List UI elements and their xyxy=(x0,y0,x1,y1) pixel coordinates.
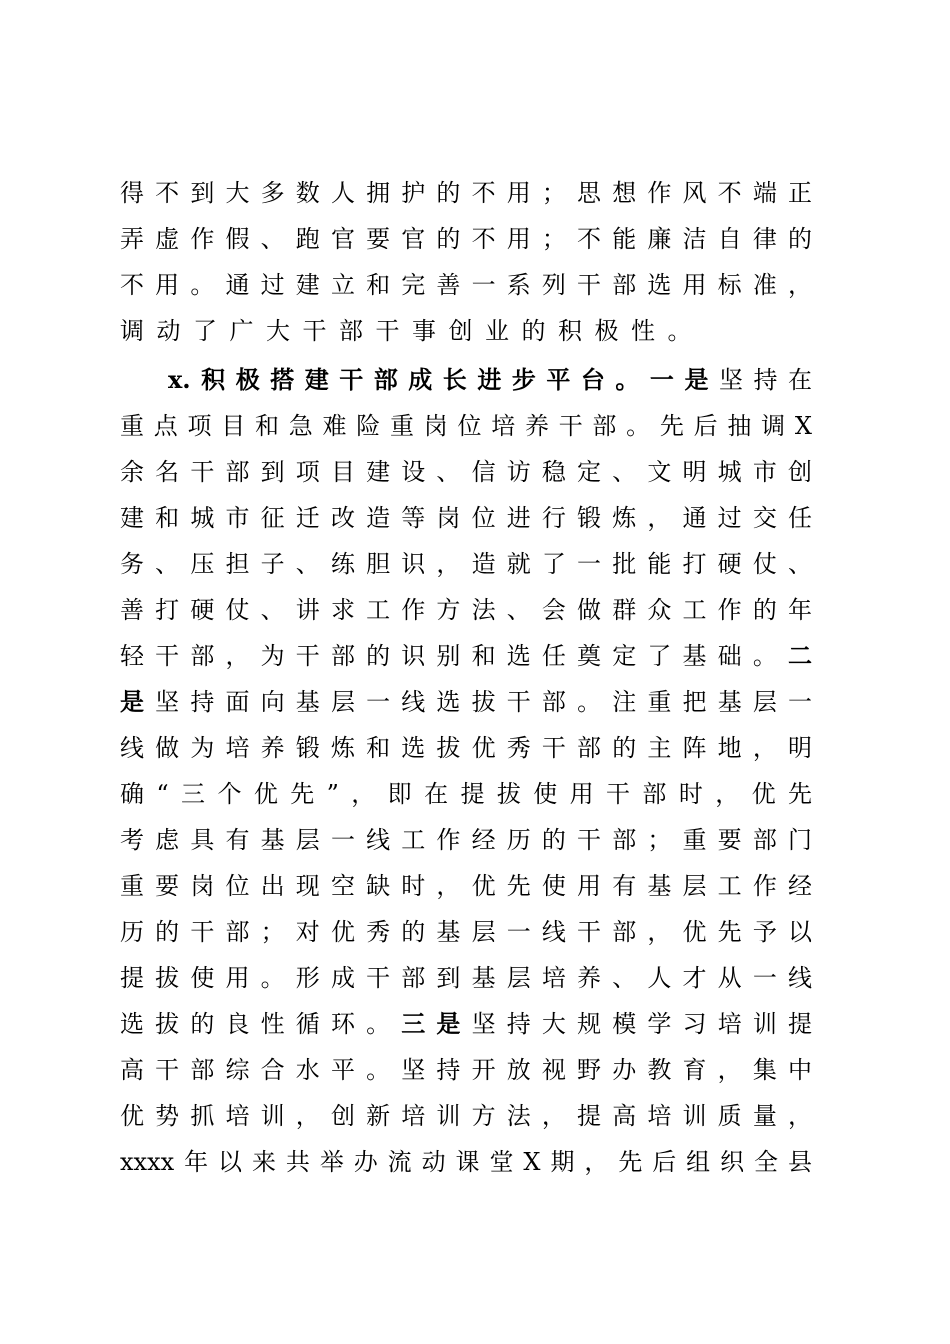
text-run: 高干部综合水平。坚持开放视野办教育，集中 xyxy=(120,1056,812,1084)
text-run: 提拔使用。形成干部到基层培养、人才从一线 xyxy=(120,964,812,992)
text-line xyxy=(120,1099,812,1133)
text-run: 得不到大多数人拥护的不用；思想作风不端正 xyxy=(120,179,812,207)
text-line xyxy=(120,777,812,811)
text-run: 重点项目和急难险重岗位培养干部。先后抽调X xyxy=(120,412,812,440)
text-run: 优势抓培训，创新培训方法，提高培训质量， xyxy=(120,1102,812,1130)
text-run: 重要岗位出现空缺时，优先使用有基层工作经 xyxy=(120,872,812,900)
bold-text: 二 xyxy=(788,641,812,670)
text-run: 线做为培养锻炼和选拔优秀干部的主阵地，明 xyxy=(120,734,812,762)
text-run: 坚持大规模学习培训提 xyxy=(471,1010,813,1038)
text-line xyxy=(120,547,812,581)
text-run: 不用。通过建立和完善一系列干部选用标准， xyxy=(120,271,812,299)
text-line xyxy=(120,915,812,949)
text-run: 坚持面向基层一线选拔干部。注重把基层一 xyxy=(155,688,813,716)
text-line xyxy=(120,685,812,719)
text-line xyxy=(120,869,812,903)
text-line xyxy=(120,1145,812,1179)
text-run: 确“三个优先”，即在提拔使用干部时，优先 xyxy=(120,780,812,808)
bold-text: x.积极搭建干部成长进步平台。 xyxy=(168,365,650,394)
text-run: 选拔的良性循环。 xyxy=(120,1010,402,1038)
text-line xyxy=(120,314,812,348)
text-run: 历的干部；对优秀的基层一线干部，优先予以 xyxy=(120,918,812,946)
bold-text: 三是 xyxy=(401,1009,472,1038)
bold-text: 一是 xyxy=(649,365,719,394)
text-run: 弄虚作假、跑官要官的不用；不能廉洁自律的 xyxy=(120,225,812,253)
text-line xyxy=(120,409,812,443)
text-run: 考虑具有基层一线工作经历的干部；重要部门 xyxy=(120,826,812,854)
text-line xyxy=(168,363,812,397)
text-line xyxy=(120,501,812,535)
text-line xyxy=(120,731,812,765)
text-run: 余名干部到项目建设、信访稳定、文明城市创 xyxy=(120,458,812,486)
text-line xyxy=(120,268,812,302)
text-run: 善打硬仗、讲求工作方法、会做群众工作的年 xyxy=(120,596,812,624)
text-line xyxy=(120,1053,812,1087)
text-run: 建和城市征迁改造等岗位进行锻炼，通过交任 xyxy=(120,504,812,532)
text-run: xxxx年以来共举办流动课堂X期，先后组织全县 xyxy=(120,1148,812,1176)
text-line xyxy=(120,823,812,857)
text-line xyxy=(120,1007,812,1041)
text-line xyxy=(120,639,812,673)
text-line xyxy=(120,222,812,256)
bold-text: 是 xyxy=(120,687,156,716)
text-run: 轻干部，为干部的识别和选任奠定了基础。 xyxy=(120,642,788,670)
text-line xyxy=(120,593,812,627)
text-run: 坚持在 xyxy=(718,366,813,394)
text-run: 务、压担子、练胆识，造就了一批能打硬仗、 xyxy=(120,550,812,578)
text-line xyxy=(120,176,812,210)
text-run: 调动了广大干部干事创业的积极性。 xyxy=(120,317,704,345)
text-line xyxy=(120,961,812,995)
text-line xyxy=(120,455,812,489)
